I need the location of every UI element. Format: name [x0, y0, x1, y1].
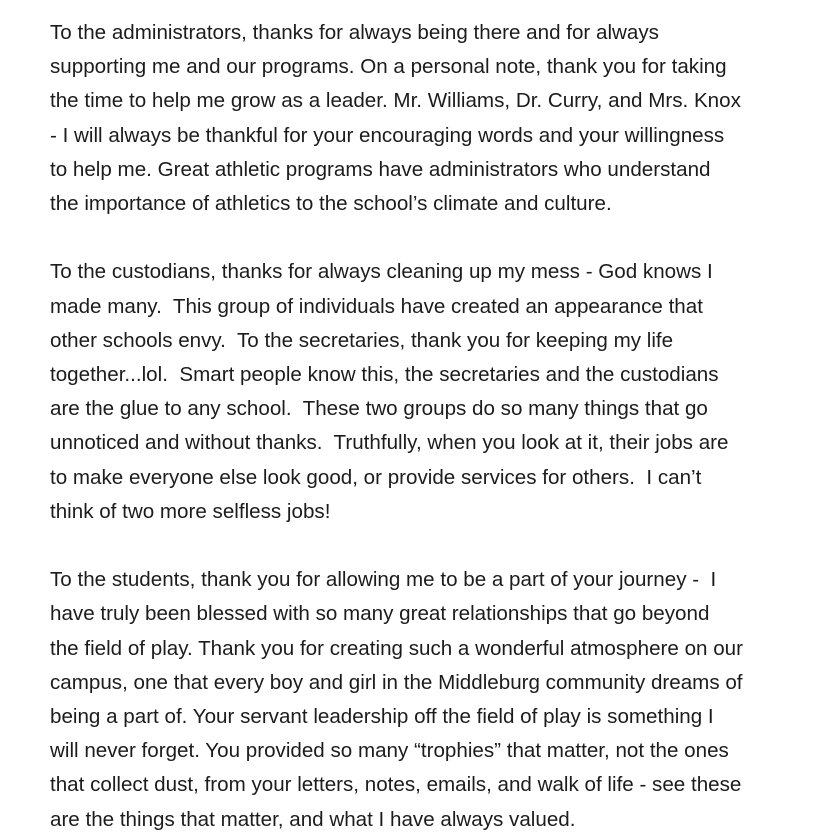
text-line: that collect dust, from your letters, notes, emails, and walk of life - see these [50, 773, 742, 797]
text-line: To the students, thank you for allowing me to be a part of your journey - I [50, 568, 717, 592]
text-line: the field of play. Thank you for creating such a wonderful atmosphere on our [50, 636, 743, 660]
text-line: together...lol. Smart people know this, the secretaries and the custodians [50, 363, 719, 387]
paragraph-students [50, 563, 806, 837]
text-line: made many. This group of individuals have created an appearance that [50, 294, 703, 318]
text-line: To the custodians, thanks for always cleaning up my mess - God knows I [50, 260, 713, 284]
text-line: the importance of athletics to the school’s climate and culture. [50, 192, 612, 216]
text-line: other schools envy. To the secretaries, thank you for keeping my life [50, 328, 674, 352]
text-line: have truly been blessed with so many great relationships that go beyond [50, 602, 710, 626]
text-line: the time to help me grow as a leader. Mr. Williams, Dr. Curry, and Mrs. Knox [50, 89, 741, 113]
text-line: campus, one that every boy and girl in the Middleburg community dreams of [50, 670, 743, 694]
text-line: to help me. Great athletic programs have administrators who understand [50, 157, 711, 181]
paragraph-administrators [50, 16, 806, 221]
text-line: To the administrators, thanks for always being there and for always [50, 21, 659, 44]
text-line: unnoticed and without thanks. Truthfully, when you look at it, their jobs are [50, 431, 729, 455]
text-line: will never forget. You provided so many “trophies” that matter, not the ones [50, 739, 729, 763]
text-line: to make everyone else look good, or provide services for others. I can’t [50, 465, 702, 489]
text-line: being a part of. Your servant leadership off the field of play is something I [50, 705, 714, 729]
text-line: are the glue to any school. These two groups do so many things that go [50, 397, 708, 421]
text-line: are the things that matter, and what I have always valued. [50, 807, 576, 831]
text-line: - I will always be thankful for your encouraging words and your willingness [50, 123, 725, 147]
text-line: think of two more selfless jobs! [50, 499, 331, 523]
paragraph-custodians [50, 255, 806, 529]
text-line: supporting me and our programs. On a personal note, thank you for taking [50, 55, 727, 79]
